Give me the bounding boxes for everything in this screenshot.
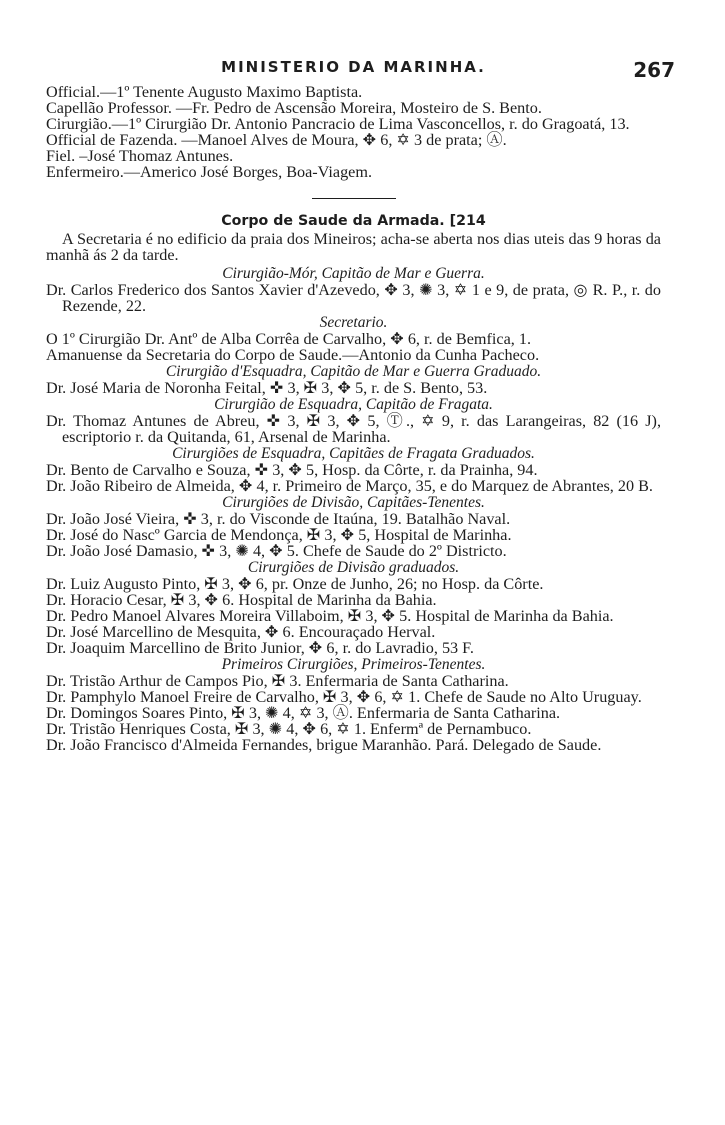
list-entry: Dr. Luiz Augusto Pinto, ✠ 3, ✥ 6, pr. Onze de Junho, 26; no Hosp. da Côrte. (46, 575, 544, 593)
section-intro: A Secretaria é no edificio da praia dos Mineiros; acha-se aberta nos dias uteis das 9 horas da manhã ás 2 da tarde. (46, 230, 661, 264)
entry-fiel: Fiel. –José Thomaz Antunes. (46, 147, 234, 165)
entry-official: Official.—1º Tenente Augusto Maximo Baptista. (46, 83, 363, 101)
list-entry: Dr. Bento de Carvalho e Souza, ✜ 3, ✥ 5, Hosp. da Côrte, r. da Prainha, 94. (46, 461, 538, 479)
section-divider (312, 198, 396, 199)
page-header-title: MINISTERIO DA MARINHA. (221, 58, 486, 76)
list-entry: Dr. Horacio Cesar, ✠ 3, ✥ 6. Hospital de Marinha da Bahia. (46, 591, 437, 609)
list-entry: Dr. Tristão Henriques Costa, ✠ 3, ✺ 4, ✥ 6, ✡ 1. Enfermª de Pernambuco. (46, 720, 532, 738)
entry-enfermeiro: Enfermeiro.—Americo José Borges, Boa-Viagem. (46, 163, 372, 181)
entry-capellao: Capellão Professor. —Fr. Pedro de Ascensão Moreira, Mosteiro de S. Bento. (46, 99, 542, 117)
group-heading: Primeiros Cirurgiões, Primeiros-Tenentes. (221, 656, 486, 673)
page-body (46, 84, 661, 753)
list-entry: Dr. João Ribeiro de Almeida, ✥ 4, r. Primeiro de Março, 35, e do Marquez de Abrantes, 20 B. (46, 477, 653, 495)
list-entry: Dr. José Maria de Noronha Feital, ✜ 3, ✠ 3, ✥ 5, r. de S. Bento, 53. (46, 379, 488, 397)
group-heading: Cirurgiões de Divisão graduados. (247, 559, 460, 576)
list-entry: Dr. Tristão Arthur de Campos Pio, ✠ 3. Enfermaria de Santa Catharina. (46, 672, 509, 690)
group-heading: Cirurgião d'Esquadra, Capitão de Mar e Guerra Graduado. (165, 363, 542, 380)
list-entry: Dr. Pamphylo Manoel Freire de Carvalho, ✠ 3, ✥ 6, ✡ 1. Chefe de Saude no Alto Uruguay. (46, 688, 642, 706)
list-entry: Amanuense da Secretaria do Corpo de Saude.—Antonio da Cunha Pacheco. (46, 346, 540, 364)
list-entry: Dr. João José Vieira, ✜ 3, r. do Visconde de Itaúna, 19. Batalhão Naval. (46, 510, 511, 528)
group-heading: Secretario. (319, 314, 388, 331)
entry-official-fazenda: Official de Fazenda. —Manoel Alves de Moura, ✥ 6, ✡ 3 de prata; Ⓐ. (46, 131, 507, 149)
entry-cirurgiao: Cirurgião.—1º Cirurgião Dr. Antonio Pancracio de Lima Vasconcellos, r. do Gragoatá, 13. (46, 115, 630, 133)
list-entry: Dr. Domingos Soares Pinto, ✠ 3, ✺ 4, ✡ 3, Ⓐ. Enfermaria de Santa Catharina. (46, 704, 561, 722)
group-heading: Cirurgiões de Divisão, Capitães-Tenentes. (222, 494, 485, 511)
group-heading: Cirurgiões de Esquadra, Capitães de Fragata Graduados. (172, 445, 535, 462)
top-entries (46, 84, 661, 180)
list-entry: Dr. José Marcellino de Mesquita, ✥ 6. Encouraçado Herval. (46, 623, 436, 641)
page-number: 267 (633, 58, 675, 82)
list-entry: Dr. Pedro Manoel Alvares Moreira Villaboim, ✠ 3, ✥ 5. Hospital de Marinha da Bahia. (46, 607, 614, 625)
list-entry: Dr. Joaquim Marcellino de Brito Junior, ✥ 6, r. do Lavradio, 53 F. (46, 639, 474, 657)
section-title: Corpo de Saude da Armada. [214 (221, 213, 486, 229)
group-heading: Cirurgião de Esquadra, Capitão de Fragata. (214, 396, 493, 413)
running-head (46, 58, 675, 82)
list-entry: Dr. Thomaz Antunes de Abreu, ✜ 3, ✠ 3, ✥ 5, Ⓣ., ✡ 9, r. das Larangeiras, 82 (16 J), escriptorio r. da Quitanda, 61, Arsenal de Marinha. (46, 412, 661, 446)
group-heading: Cirurgião-Mór, Capitão de Mar e Guerra. (222, 265, 485, 282)
list-entry: Dr. João José Damasio, ✜ 3, ✺ 4, ✥ 5. Chefe de Saude do 2º Districto. (46, 542, 507, 560)
list-entry: O 1º Cirurgião Dr. Antº de Alba Corrêa de Carvalho, ✥ 6, r. de Bemfica, 1. (46, 330, 531, 348)
list-entry: Dr. José do Nascº Garcia de Mendonça, ✠ 3, ✥ 5, Hospital de Marinha. (46, 526, 512, 544)
list-entry: Dr. Carlos Frederico dos Santos Xavier d'Azevedo, ✥ 3, ✺ 3, ✡ 1 e 9, de prata, ◎ R. P., r. do Rezende, 22. (46, 281, 661, 315)
list-entry: Dr. João Francisco d'Almeida Fernandes, brigue Maranhão. Pará. Delegado de Saude. (46, 736, 602, 754)
